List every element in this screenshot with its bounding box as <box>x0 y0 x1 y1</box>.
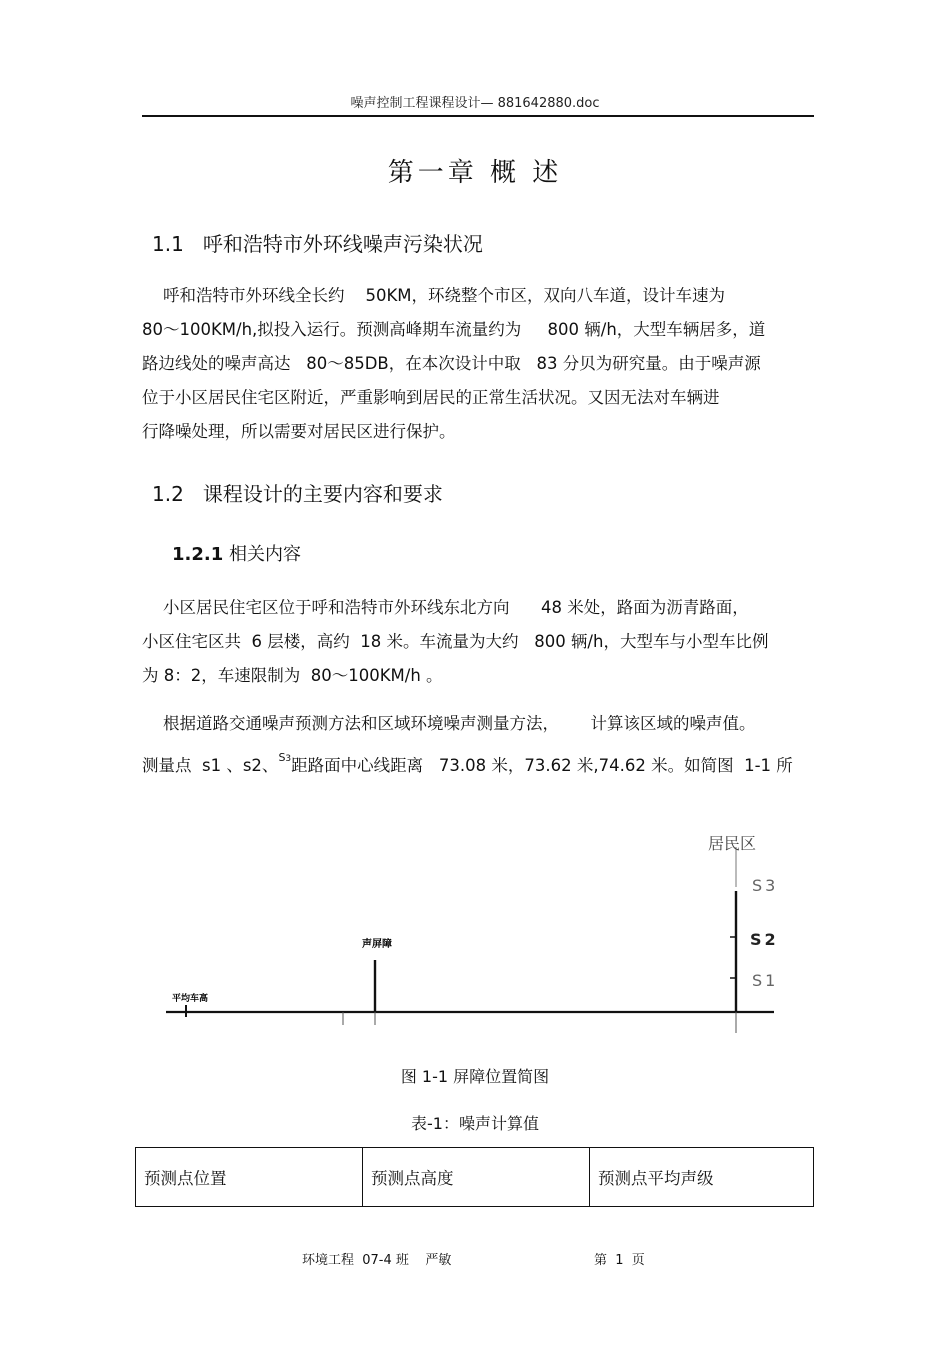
point-label-s1: S1 <box>752 971 779 990</box>
paragraph-line: 小区居民住宅区位于呼和浩特市外环线东北方向 48 米处，路面为沥青路面， <box>142 598 749 617</box>
point-label-letter: S <box>278 751 286 764</box>
figure-caption: 图 1-1 屏障位置简图 <box>400 1067 550 1086</box>
paragraph-line: 根据道路交通噪声预测方法和区域环境噪声测量方法， 计算该区域的噪声值。 <box>142 714 756 733</box>
section-1-2-1-heading <box>172 540 301 566</box>
paragraph-line: 行降噪处理，所以需要对居民区进行保护。 <box>142 422 456 441</box>
section-number: 1.2 <box>152 482 184 506</box>
paragraph-line: 80～100KM/h,拟投入运行。预测高峰期车流量约为 800 辆/h，大型车辆居多，道 <box>142 320 766 339</box>
sound-barrier-label: 声屏障 <box>362 939 392 950</box>
section-1-1-heading <box>152 228 483 257</box>
barrier-position-diagram <box>160 825 785 1045</box>
point-label-s2: S2 <box>750 930 779 949</box>
table-header-cell: 预测点高度 <box>363 1148 590 1207</box>
page-header: 噪声控制工程课程设计— 881642880.doc <box>350 96 600 111</box>
text-run: 距路面中心线距离 73.08 米，73.62 米,74.62 米。如简图 1-1 所 <box>291 756 793 775</box>
table-header-cell: 预测点位置 <box>136 1148 363 1207</box>
table-header-cell: 预测点平均声级 <box>590 1148 814 1207</box>
residential-label: 居民区 <box>708 834 757 853</box>
paragraph-line: 位于小区居民住宅区附近，严重影响到居民的正常生活状况。又因无法对车辆进 <box>142 388 720 407</box>
header-rule <box>142 115 814 117</box>
text-run: 测量点 s1 、s2、 <box>142 756 279 775</box>
point-label-s3 <box>278 751 291 764</box>
section-1-2-heading <box>152 478 443 507</box>
paragraph-line: 小区住宅区共 6 层楼，高约 18 米。车流量为大约 800 辆/h，大型车与小型车比例 <box>142 632 769 651</box>
section-number: 1.1 <box>152 232 184 256</box>
footer-author: 环境工程 07-4 班 严敏 <box>302 1253 452 1268</box>
point-label-index: 3 <box>285 754 292 764</box>
section-title: 课程设计的主要内容和要求 <box>202 482 443 506</box>
subsection-number: 1.2.1 <box>172 544 224 565</box>
section-title: 呼和浩特市外环线噪声污染状况 <box>202 232 483 256</box>
point-label-s3: S3 <box>752 876 779 895</box>
paragraph-measurement <box>142 707 810 783</box>
paragraph-residential <box>142 591 810 693</box>
noise-table <box>135 1147 814 1207</box>
vehicle-height-label: 平均车高 <box>172 994 209 1004</box>
table-caption: 表-1：噪声计算值 <box>411 1114 539 1133</box>
paragraph-line: 路边线处的噪声高达 80～85DB，在本次设计中取 83 分贝为研究量。由于噪声源 <box>142 354 761 373</box>
paragraph-pollution <box>142 279 810 449</box>
paragraph-line <box>142 741 810 783</box>
subsection-title: 相关内容 <box>228 544 301 565</box>
footer-page-number: 第 1 页 <box>594 1253 645 1268</box>
paragraph-line: 呼和浩特市外环线全长约 50KM，环绕整个市区，双向八车道，设计车速为 <box>142 286 726 305</box>
table-header-row <box>136 1148 814 1207</box>
paragraph-line: 为 8：2，车速限制为 80～100KM/h 。 <box>142 666 443 685</box>
chapter-title: 第一章 概 述 <box>387 158 563 188</box>
